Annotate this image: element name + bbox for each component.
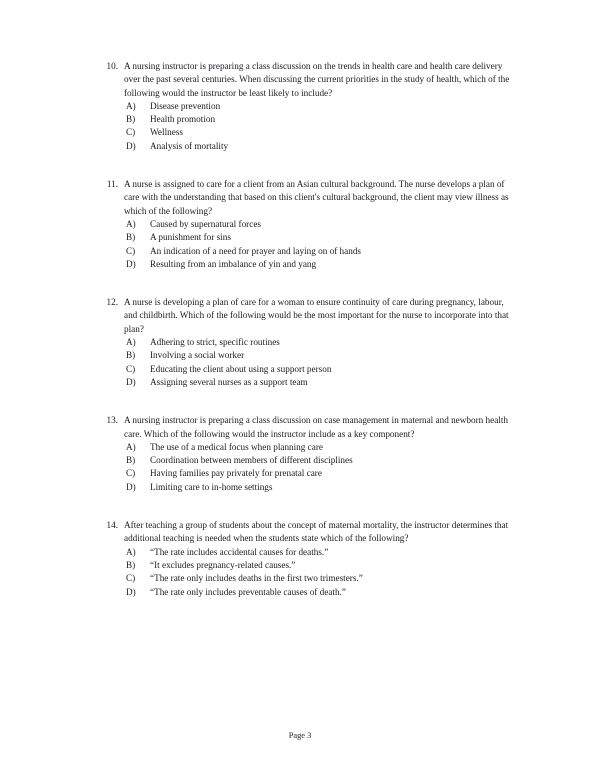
answer-option-letter: B) (126, 559, 136, 570)
answer-option[interactable] (126, 376, 512, 389)
question-stem-text: A nurse is assigned to care for a client from an Asian cultural background. The nurse develops a plan of care with the understanding that based on this client's cultural background, the client may view illness as which of the following? (124, 179, 509, 216)
answer-option[interactable] (126, 258, 512, 271)
answer-option-text: “The rate only includes preventable causes of death.” (150, 586, 346, 597)
answer-option[interactable] (126, 454, 512, 467)
answer-option-text: Caused by supernatural forces (150, 218, 261, 229)
answer-option-list (100, 546, 512, 599)
question-block (100, 60, 512, 153)
question-stem-text: A nursing instructor is preparing a class discussion on case management in maternal and newborn health care. Which of the following would the instructor include as a key component? (124, 415, 508, 439)
question-stem-text: A nurse is developing a plan of care for a woman to ensure continuity of care during pregnancy, labour, and childbirth. Which of the following would be the most important for the nurse to incorporate into that plan? (124, 297, 509, 334)
answer-option-letter: B) (126, 114, 136, 125)
question-block (100, 414, 512, 494)
answer-option[interactable] (126, 113, 512, 126)
answer-option-letter: A) (126, 218, 136, 229)
answer-option-text: Health promotion (150, 114, 216, 125)
answer-option[interactable] (126, 245, 512, 258)
answer-option[interactable] (126, 546, 512, 559)
answer-option-text: Disease prevention (150, 100, 221, 111)
answer-option-text: Assigning several nurses as a support team (150, 376, 308, 387)
answer-option-letter: A) (126, 441, 136, 452)
answer-option-text: Having families pay privately for prenatal care (150, 468, 322, 479)
answer-option-text: Analysis of mortality (150, 140, 229, 151)
answer-option-text: Wellness (150, 127, 183, 138)
question-list (100, 60, 512, 599)
answer-option-text: An indication of a need for prayer and laying on of hands (150, 245, 361, 256)
question-number: 12. (106, 297, 118, 308)
footer-page-label: Page 3 (288, 731, 312, 740)
answer-option-text: Limiting care to in-home settings (150, 481, 273, 492)
answer-option-letter: A) (126, 546, 136, 557)
answer-option-text: “It excludes pregnancy-related causes.” (150, 559, 296, 570)
answer-option-text: The use of a medical focus when planning care (150, 441, 323, 452)
answer-option-letter: C) (126, 363, 136, 374)
answer-option[interactable] (126, 559, 512, 572)
answer-option[interactable] (126, 586, 512, 599)
answer-option[interactable] (126, 231, 512, 244)
answer-option-letter: A) (126, 337, 136, 348)
answer-option-letter: A) (126, 100, 136, 111)
answer-option-letter: C) (126, 468, 136, 479)
answer-option-list (100, 100, 512, 153)
answer-option-letter: D) (126, 481, 136, 492)
answer-option[interactable] (126, 441, 512, 454)
answer-option-letter: D) (126, 140, 136, 151)
answer-option[interactable] (126, 467, 512, 480)
answer-option[interactable] (126, 100, 512, 113)
answer-option[interactable] (126, 572, 512, 585)
answer-option-list (100, 336, 512, 389)
answer-option[interactable] (126, 336, 512, 349)
answer-option-text: “The rate includes accidental causes for deaths.” (150, 546, 329, 557)
question-number: 10. (106, 61, 118, 71)
question-block (100, 519, 512, 599)
answer-option-letter: C) (126, 245, 136, 256)
answer-option-letter: D) (126, 376, 136, 387)
answer-option-list (100, 441, 512, 494)
question-stem (100, 414, 512, 441)
answer-option-letter: B) (126, 455, 136, 466)
answer-option-letter: D) (126, 586, 136, 597)
page-footer (0, 730, 600, 742)
answer-option[interactable] (126, 363, 512, 376)
answer-option-text: Educating the client about using a support person (150, 363, 332, 374)
answer-option-text: Resulting from an imbalance of yin and yang (150, 258, 317, 269)
answer-option-text: Involving a social worker (150, 350, 245, 361)
answer-option-text: A punishment for sins (150, 232, 231, 243)
question-number: 14. (106, 520, 118, 531)
answer-option-letter: C) (126, 127, 136, 138)
answer-option-letter: B) (126, 232, 136, 243)
question-stem (100, 519, 512, 546)
answer-option-letter: C) (126, 573, 136, 584)
question-stem-text: A nursing instructor is preparing a class discussion on the trends in health care and health care delivery over the past several centuries. When discussing the current priorities in the study of health, which of the following would the instructor be least likely to include? (124, 61, 510, 98)
question-stem (100, 178, 512, 218)
question-stem (100, 296, 512, 336)
question-stem-text: After teaching a group of students about the concept of maternal mortality, the instructor determines that additional teaching is needed when the students state which of the following? (124, 520, 509, 544)
answer-option-letter: B) (126, 350, 136, 361)
answer-option[interactable] (126, 140, 512, 153)
question-number: 13. (106, 415, 118, 426)
question-number: 11. (106, 179, 118, 190)
question-block (100, 296, 512, 389)
answer-option-text: Coordination between members of different disciplines (150, 455, 353, 466)
answer-option[interactable] (126, 126, 512, 139)
answer-option-text: Adhering to strict, specific routines (150, 337, 280, 348)
answer-option[interactable] (126, 349, 512, 362)
answer-option[interactable] (126, 481, 512, 494)
answer-option[interactable] (126, 218, 512, 231)
answer-option-list (100, 218, 512, 271)
answer-option-letter: D) (126, 258, 136, 269)
answer-option-text: “The rate only includes deaths in the first two trimesters.” (150, 573, 363, 584)
question-stem (100, 60, 512, 100)
question-block (100, 178, 512, 271)
